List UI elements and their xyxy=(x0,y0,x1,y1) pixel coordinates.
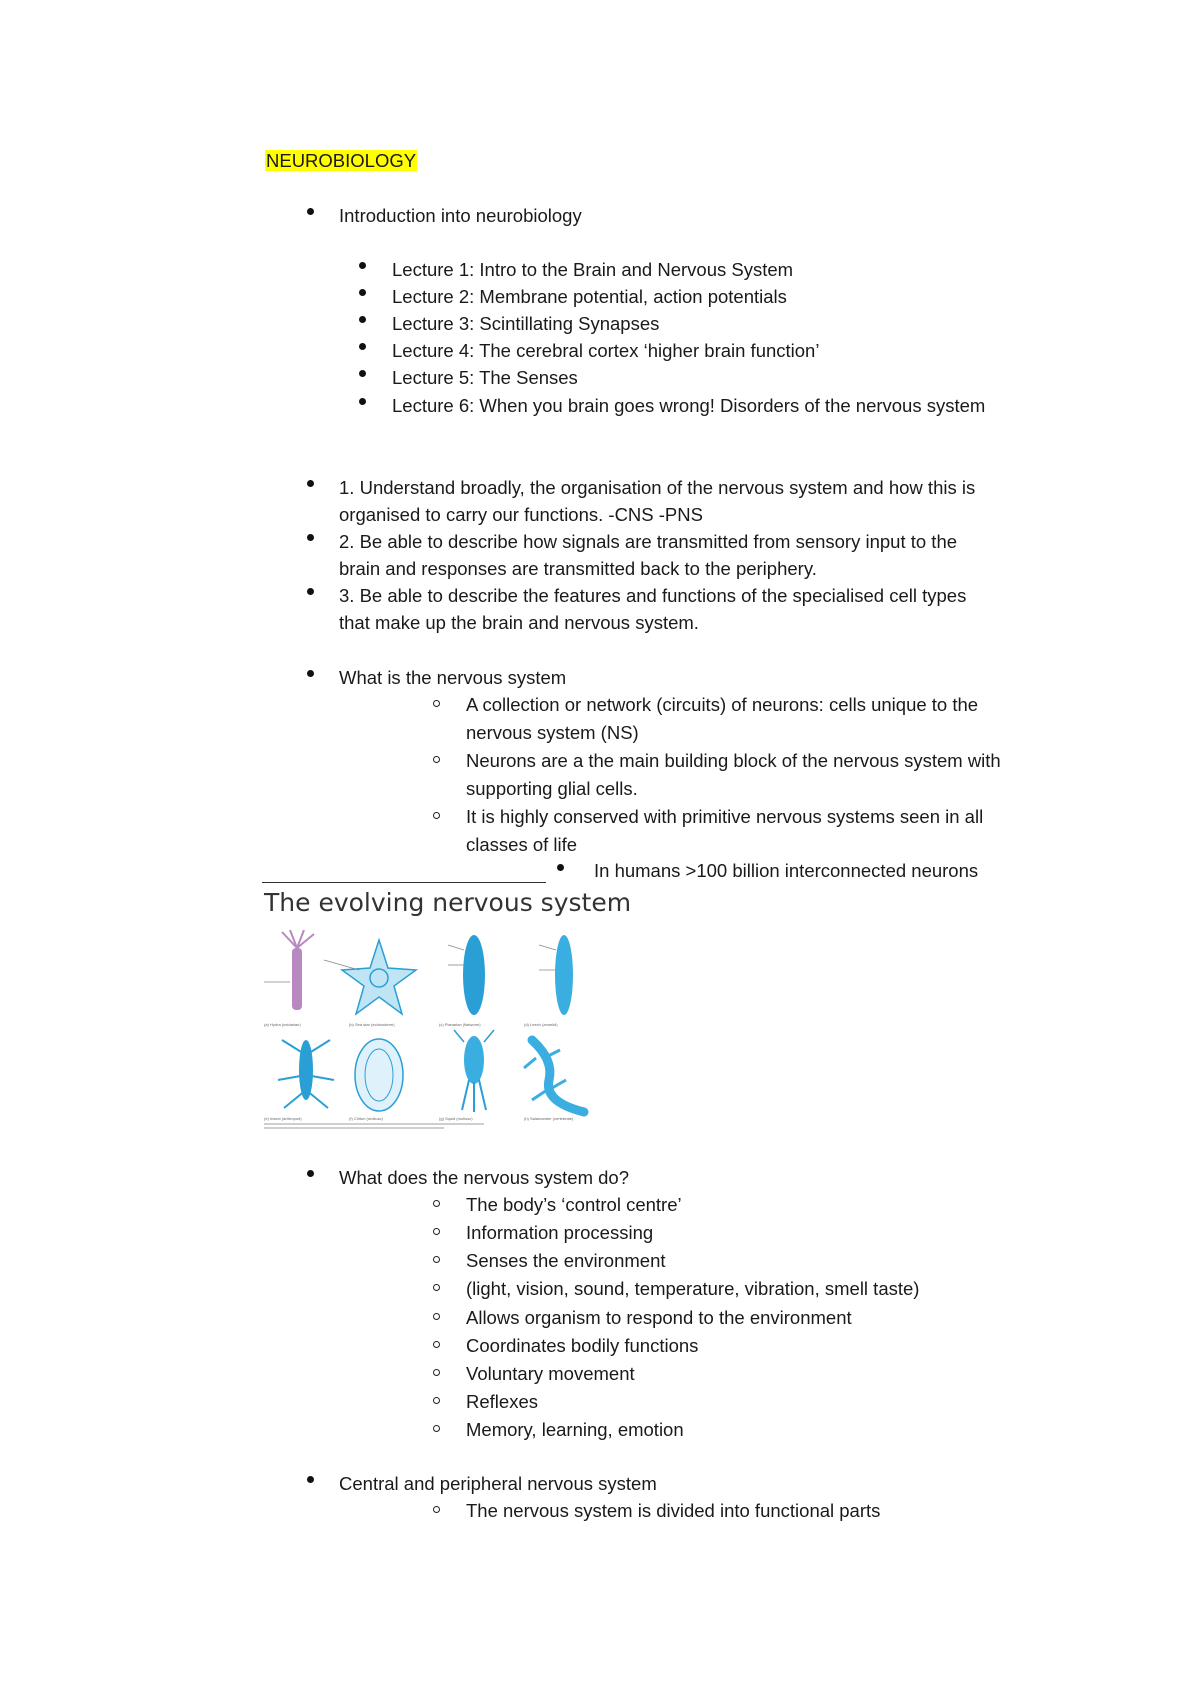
svg-text:(c) Planarian (flatworm): (c) Planarian (flatworm) xyxy=(439,1022,481,1027)
sub-item: Allows organism to respond to the environment xyxy=(466,1307,852,1328)
svg-text:(d) Leech (annelid): (d) Leech (annelid) xyxy=(524,1022,558,1027)
lecture-item: Lecture 2: Membrane potential, action potentials xyxy=(392,286,787,307)
section-heading: What is the nervous system xyxy=(339,667,567,688)
sub-bullet xyxy=(433,1228,440,1235)
bullet xyxy=(359,316,366,323)
sub-item-line: nervous system (NS) xyxy=(466,722,639,743)
sub-bullet xyxy=(433,1200,440,1207)
bullet xyxy=(359,262,366,269)
bullet xyxy=(307,208,314,215)
sub-item-line: classes of life xyxy=(466,834,578,855)
sub-item: The nervous system is divided into functional parts xyxy=(466,1500,881,1521)
figure-rule xyxy=(262,882,546,883)
sub-item-line: It is highly conserved with primitive nervous systems seen in all xyxy=(466,806,984,827)
sub-bullet xyxy=(433,1397,440,1404)
sea-star-illustration xyxy=(324,940,416,1014)
sub-item: Voluntary movement xyxy=(466,1363,635,1384)
sub-bullet xyxy=(433,1284,440,1291)
sub-item: Reflexes xyxy=(466,1391,538,1412)
bullet xyxy=(557,864,564,871)
lecture-item: Lecture 6: When you brain goes wrong! Disorders of the nervous system xyxy=(392,395,986,416)
sub-item: (light, vision, sound, temperature, vibration, smell taste) xyxy=(466,1278,920,1299)
objective-line: organised to carry our functions. -CNS -PNS xyxy=(339,504,703,525)
svg-text:(a) Hydra (cnidarian): (a) Hydra (cnidarian) xyxy=(264,1022,301,1027)
sub-bullet xyxy=(433,812,440,819)
objective-line: 1. Understand broadly, the organisation of the nervous system and how this is xyxy=(339,477,976,498)
sub-item: Coordinates bodily functions xyxy=(466,1335,699,1356)
sub-item-line: Neurons are a the main building block of the nervous system with xyxy=(466,750,1001,771)
figure-title: The evolving nervous system xyxy=(264,888,632,917)
planarian-illustration xyxy=(448,935,485,1015)
lecture-item: Lecture 3: Scintillating Synapses xyxy=(392,313,660,334)
objective-line: brain and responses are transmitted back to the periphery. xyxy=(339,558,817,579)
bullet xyxy=(307,1170,314,1177)
sub-bullet xyxy=(433,756,440,763)
sub-bullet xyxy=(433,1369,440,1376)
evolving-nervous-system-figure xyxy=(264,930,604,1130)
sub-bullet xyxy=(433,1313,440,1320)
bullet xyxy=(307,1476,314,1483)
bullet xyxy=(307,534,314,541)
insect-illustration xyxy=(278,1040,334,1108)
salamander-illustration xyxy=(524,1040,584,1112)
objective-line: 3. Be able to describe the features and functions of the specialised cell types xyxy=(339,585,967,606)
squid-illustration xyxy=(454,1030,494,1112)
svg-text:(f) Chiton (mollusc): (f) Chiton (mollusc) xyxy=(349,1116,383,1121)
hydra-illustration xyxy=(264,930,314,1010)
objective-line: that make up the brain and nervous system. xyxy=(339,612,699,633)
sub-item: Memory, learning, emotion xyxy=(466,1419,684,1440)
bullet xyxy=(359,370,366,377)
sub-bullet xyxy=(433,1506,440,1513)
sub-item: The body’s ‘control centre’ xyxy=(466,1194,682,1215)
svg-text:(b) Sea star (echinoderm): (b) Sea star (echinoderm) xyxy=(349,1022,395,1027)
bullet xyxy=(307,588,314,595)
intro-text: Introduction into neurobiology xyxy=(339,205,582,226)
sub-bullet xyxy=(433,1341,440,1348)
section-heading: What does the nervous system do? xyxy=(339,1167,629,1188)
bullet xyxy=(359,398,366,405)
svg-text:(h) Salamander (vertebrate): (h) Salamander (vertebrate) xyxy=(524,1116,574,1121)
sub-item: Information processing xyxy=(466,1222,654,1243)
title-highlight: NEUROBIOLOGY xyxy=(266,150,417,171)
lecture-item: Lecture 5: The Senses xyxy=(392,367,578,388)
objective-line: 2. Be able to describe how signals are transmitted from sensory input to the xyxy=(339,531,958,552)
lecture-item: Lecture 4: The cerebral cortex ‘higher brain function’ xyxy=(392,340,820,361)
svg-text:(g) Squid (mollusc): (g) Squid (mollusc) xyxy=(439,1116,473,1121)
chiton-illustration xyxy=(355,1039,403,1111)
sub-item-line: A collection or network (circuits) of neurons: cells unique to the xyxy=(466,694,979,715)
svg-text:(e) Insect (arthropod): (e) Insect (arthropod) xyxy=(264,1116,302,1121)
bullet xyxy=(359,289,366,296)
bullet xyxy=(307,480,314,487)
page-title xyxy=(265,150,417,172)
bullet xyxy=(307,670,314,677)
bullet xyxy=(359,343,366,350)
leech-illustration xyxy=(539,935,573,1015)
sub-item: Senses the environment xyxy=(466,1250,666,1271)
sub-bullet xyxy=(433,700,440,707)
section-heading: Central and peripheral nervous system xyxy=(339,1473,657,1494)
sub-bullet xyxy=(433,1425,440,1432)
sub-bullet xyxy=(433,1256,440,1263)
sub-sub-item: In humans >100 billion interconnected neurons xyxy=(594,860,979,881)
lecture-item: Lecture 1: Intro to the Brain and Nervous System xyxy=(392,259,794,280)
sub-item-line: supporting glial cells. xyxy=(466,778,638,799)
